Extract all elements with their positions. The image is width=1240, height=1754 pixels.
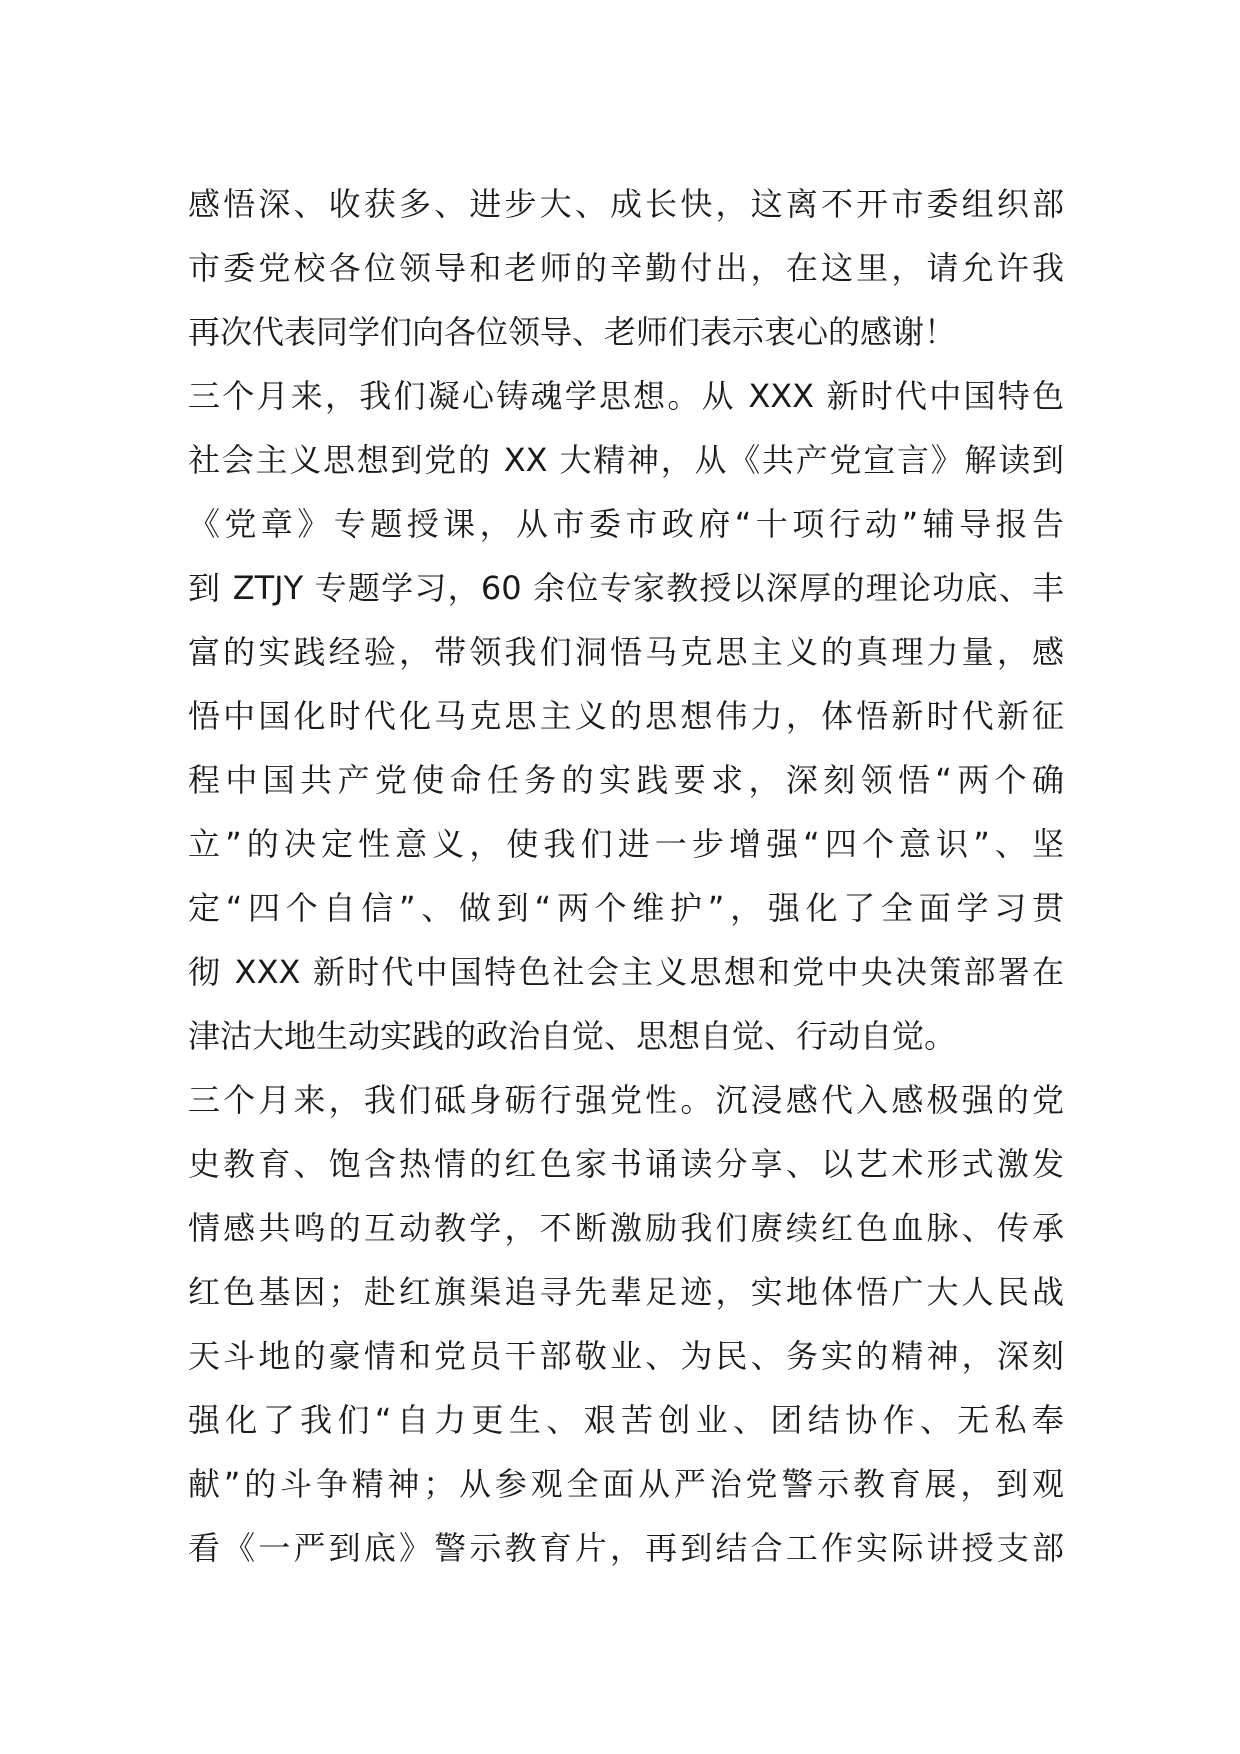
text-line: 《党章》专题授课，从市委市政府“十项行动”辅导报告 bbox=[188, 505, 1064, 543]
text-line: 彻 XXX 新时代中国特色社会主义思想和党中央决策部署在 bbox=[188, 953, 1064, 991]
text-line: 看《一严到底》警示教育片，再到结合工作实际讲授支部 bbox=[188, 1529, 1064, 1567]
text-line: 悟中国化时代化马克思主义的思想伟力，体悟新时代新征 bbox=[188, 697, 1064, 735]
text-line: 天斗地的豪情和党员干部敬业、为民、务实的精神，深刻 bbox=[188, 1337, 1064, 1375]
text-line: 立”的决定性意义，使我们进一步增强“四个意识”、坚 bbox=[188, 825, 1064, 863]
text-line: 津沽大地生动实践的政治自觉、思想自觉、行动自觉。 bbox=[188, 1017, 957, 1055]
text-line: 史教育、饱含热情的红色家书诵读分享、以艺术形式激发 bbox=[188, 1145, 1064, 1183]
text-line: 献”的斗争精神；从参观全面从严治党警示教育展，到观 bbox=[188, 1465, 1064, 1503]
text-line: 情感共鸣的互动教学，不断激励我们赓续红色血脉、传承 bbox=[188, 1209, 1064, 1247]
text-line: 市委党校各位领导和老师的辛勤付出，在这里，请允许我 bbox=[188, 249, 1064, 287]
text-line: 三个月来，我们砥身砺行强党性。沉浸感代入感极强的党 bbox=[188, 1081, 1064, 1119]
text-line: 三个月来，我们凝心铸魂学思想。从 XXX 新时代中国特色 bbox=[188, 377, 1064, 415]
text-line: 社会主义思想到党的 XX 大精神，从《共产党宣言》解读到 bbox=[188, 441, 1064, 479]
text-line: 程中国共产党使命任务的实践要求，深刻领悟“两个确 bbox=[188, 761, 1064, 799]
text-line: 强化了我们“自力更生、艰苦创业、团结协作、无私奉 bbox=[188, 1401, 1064, 1439]
text-line: 红色基因；赴红旗渠追寻先辈足迹，实地体悟广大人民战 bbox=[188, 1273, 1064, 1311]
document-body bbox=[188, 172, 1064, 1580]
text-line: 富的实践经验，带领我们洞悟马克思主义的真理力量，感 bbox=[188, 633, 1064, 671]
text-line: 到 ZTJY 专题学习，60 余位专家教授以深厚的理论功底、丰 bbox=[188, 569, 1064, 607]
text-line: 再次代表同学们向各位领导、老师们表示衷心的感谢！ bbox=[188, 313, 957, 351]
text-line: 定“四个自信”、做到“两个维护”，强化了全面学习贯 bbox=[188, 889, 1064, 927]
text-line: 感悟深、收获多、进步大、成长快，这离不开市委组织部 bbox=[188, 185, 1064, 223]
